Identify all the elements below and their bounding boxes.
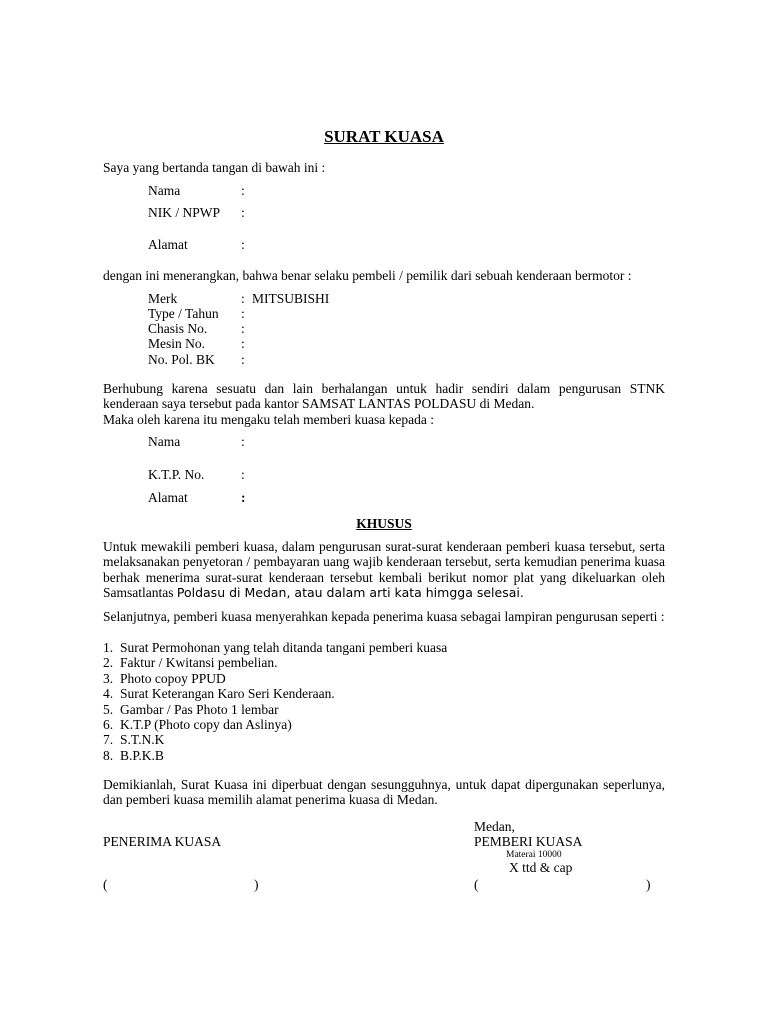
authorize-line: Maka oleh karena itu mengaku telah memberi kuasa kepada : <box>103 412 434 427</box>
vehicle-chassis-label: Chasis No. <box>148 321 208 336</box>
list-item-text: K.T.P (Photo copy dan Aslinya) <box>120 717 292 733</box>
document-title: SURAT KUASA <box>324 127 444 146</box>
grantor-address-colon: : <box>241 237 245 252</box>
list-item <box>103 686 447 701</box>
vehicle-merk-colon: : <box>241 291 245 306</box>
list-item-text: S.T.N.K <box>120 732 165 748</box>
list-item-number: 3. <box>103 670 114 686</box>
grantor-address-label: Alamat <box>148 237 188 252</box>
list-item-number: 7. <box>103 732 114 748</box>
list-item-number: 8. <box>103 747 114 763</box>
list-item-text: Gambar / Pas Photo 1 lembar <box>120 701 279 717</box>
list-item-text: Faktur / Kwitansi pembelian. <box>120 655 278 671</box>
giver-sign-open: ( <box>474 877 479 892</box>
stamp-note: Materai 10000 <box>506 850 562 860</box>
receiver-label: PENERIMA KUASA <box>103 834 222 849</box>
vehicle-chassis-colon: : <box>241 321 245 336</box>
list-item-number: 5. <box>103 701 114 717</box>
giver-sign-close: ) <box>646 877 651 892</box>
list-item-number: 2. <box>103 655 114 671</box>
sign-note: X ttd & cap <box>509 860 573 875</box>
list-item <box>103 732 447 747</box>
vehicle-merk-label: Merk <box>148 291 178 306</box>
signature-place: Medan, <box>474 819 515 834</box>
list-item-number: 6. <box>103 717 114 733</box>
grantor-name-colon: : <box>241 183 245 198</box>
purpose-main: Untuk mewakili pemberi kuasa, dalam pengurusan surat-surat kenderaan pemberi kuasa tersebut, serta melaksanakan penyetoran / pembayaran uang wajib kenderaan tersebut, serta kemudian penerima kuasa berhak menerima surat-surat kenderaan tersebut kembali berikut nomor plat yang dikeluarkan oleh Samsatlantas <box>103 539 665 601</box>
attachments-intro: Selanjutnya, pemberi kuasa menyerahkan kepada penerima kuasa sebagai lampiran pengurusan seperti : <box>103 609 665 624</box>
grantee-address-colon: : <box>241 490 246 505</box>
purpose-tail: Poldasu di Medan, atau dalam arti kata himgga selesai. <box>176 585 524 601</box>
vehicle-merk-value: MITSUBISHI <box>252 291 330 306</box>
purpose-paragraph <box>103 539 665 601</box>
list-item-text: Surat Permohonan yang telah ditanda tangani pemberi kuasa <box>120 640 448 655</box>
grantee-name-colon: : <box>241 434 245 449</box>
list-item-text: B.P.K.B <box>120 747 164 763</box>
vehicle-type-colon: : <box>241 306 245 321</box>
closing-paragraph: Demikianlah, Surat Kuasa ini diperbuat dengan sesungguhnya, untuk dapat dipergunakan seperlunya, dan pemberi kuasa memilih alamat penerima kuasa di Medan. <box>103 777 665 808</box>
grantee-ktp-colon: : <box>241 467 245 482</box>
list-item-number: 4. <box>103 686 114 702</box>
khusus-heading: KHUSUS <box>356 516 412 531</box>
grantor-nik-label: NIK / NPWP <box>148 205 221 220</box>
grantee-address-label: Alamat <box>148 490 188 505</box>
grantee-name-label: Nama <box>148 434 181 449</box>
grantor-name-label: Nama <box>148 183 181 198</box>
grantee-ktp-label: K.T.P. No. <box>148 467 205 482</box>
list-item <box>103 655 447 670</box>
list-item-text: Surat Keterangan Karo Seri Kenderaan. <box>120 686 335 702</box>
list-item <box>103 671 447 686</box>
intro-text: Saya yang bertanda tangan di bawah ini : <box>103 160 326 175</box>
giver-label: PEMBERI KUASA <box>474 834 583 849</box>
vehicle-type-label: Type / Tahun <box>148 306 219 321</box>
vehicle-engine-colon: : <box>241 336 245 351</box>
list-item <box>103 717 447 732</box>
attachments-list <box>103 640 447 763</box>
reason-paragraph: Berhubung karena sesuatu dan lain berhalangan untuk hadir sendiri dalam pengurusan STNK kenderaan saya tersebut pada kantor SAMSAT LANTAS POLDASU di Medan. <box>103 381 665 412</box>
list-item <box>103 748 447 763</box>
list-item-text: Photo copoy PPUD <box>120 670 226 686</box>
vehicle-plate-label: No. Pol. BK <box>148 352 215 367</box>
list-item <box>103 640 447 655</box>
grantor-nik-colon: : <box>241 205 245 220</box>
vehicle-engine-label: Mesin No. <box>148 336 205 351</box>
ownership-statement: dengan ini menerangkan, bahwa benar selaku pembeli / pemilik dari sebuah kenderaan bermotor : <box>103 268 632 283</box>
receiver-sign-open: ( <box>103 877 108 892</box>
receiver-sign-close: ) <box>254 877 259 892</box>
list-item <box>103 702 447 717</box>
list-item-number: 1. <box>103 640 114 655</box>
vehicle-plate-colon: : <box>241 352 245 367</box>
